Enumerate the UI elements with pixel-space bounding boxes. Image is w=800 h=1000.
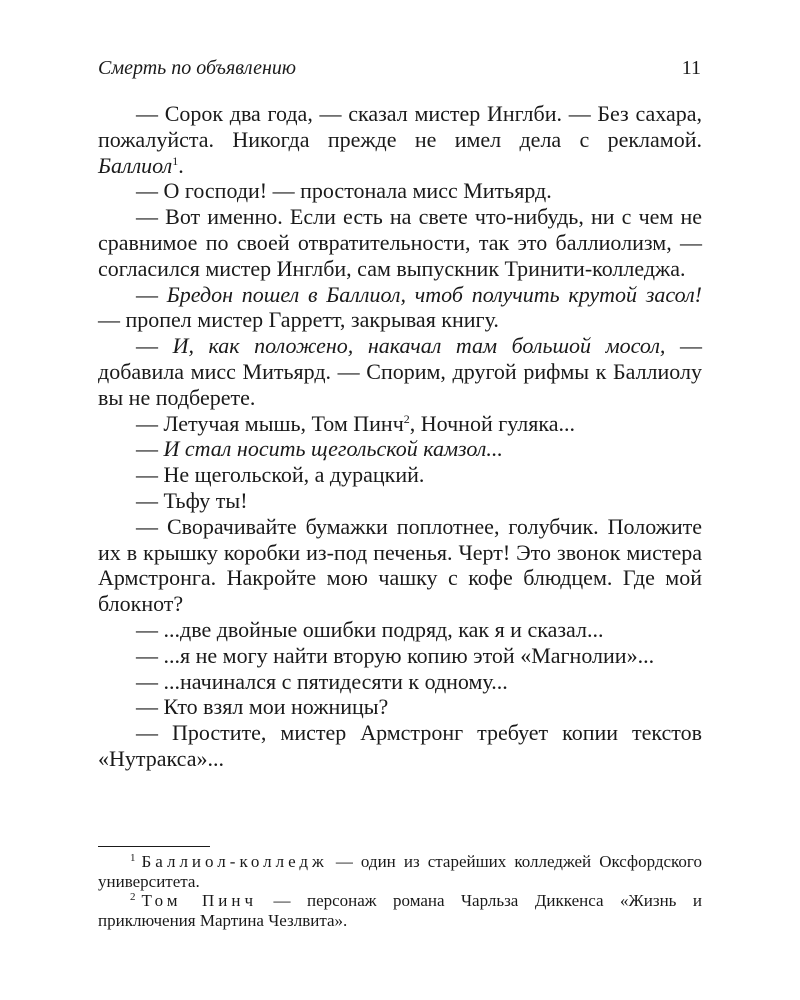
paragraph-1-italic: Баллиол	[98, 152, 173, 178]
footnote-ref-1: 1	[172, 153, 179, 168]
footnote-1-number: 1	[130, 852, 136, 864]
paragraph-6	[98, 411, 702, 437]
paragraph-4-italic: Бредон пошел в Баллиол, чтоб получить крутой засол!	[166, 281, 703, 307]
footnote-2-term: Том Пинч	[141, 891, 258, 910]
paragraph-4-text: — пропел мистер Гарретт, закрывая книгу.	[98, 307, 499, 333]
paragraph-5-text: — добавила мисс Митьярд. — Спорим, другой рифмы к Баллиолу вы не подберете.	[98, 333, 703, 410]
paragraph-1-text: — Сорок два года, — сказал мистер Инглби. — Без сахара, пожалуйста. Никогда прежде не имел дела с рекламой.	[98, 101, 702, 152]
paragraph-7	[98, 436, 702, 462]
paragraph-7-italic: И стал носить щегольской камзол...	[163, 436, 503, 462]
paragraph-7-dash: —	[136, 436, 164, 462]
paragraph-14: — Кто взял мои ножницы?	[136, 694, 389, 720]
paragraph-3: — Вот именно. Если есть на свете что-нибудь, ни с чем не сравнимое по своей отвратительности, так это баллиолизм, — согласился мистер Инглби, сам выпускник Тринити-колледжа.	[98, 204, 702, 281]
footnote-2-text: — персонаж романа Чарльза Диккенса «Жизнь и приключения Мартина Чезлвита».	[98, 891, 702, 930]
paragraph-6-end: , Ночной гуляка...	[409, 410, 575, 436]
paragraph-4	[98, 282, 702, 334]
footnote-1-term: Баллиол-колледж	[141, 852, 328, 871]
paragraph-2: — О господи! — простонала мисс Митьярд.	[136, 178, 552, 204]
paragraph-4-dash: —	[136, 281, 167, 307]
paragraph-1-end: .	[178, 152, 184, 178]
paragraph-1	[98, 101, 702, 178]
footnote-2	[98, 891, 702, 930]
paragraph-12: — ...я не могу найти вторую копию этой «Магнолии»...	[136, 642, 655, 668]
paragraph-5-dash: —	[136, 333, 173, 359]
footnotes	[98, 852, 702, 930]
paragraph-10: — Сворачивайте бумажки поплотнее, голубчик. Положите их в крышку коробки из-под печенья. Черт! Это звонок мистера Армстронга. Накройте мою чашку с кофе блюдцем. Где мой блокнот?	[98, 513, 702, 617]
running-title: Смерть по объявлению	[98, 57, 297, 79]
footnote-1-text: — один из старейших колледжей Оксфордского университета.	[98, 852, 702, 891]
footnote-ref-2: 2	[403, 411, 410, 426]
paragraph-9: — Тьфу ты!	[136, 487, 248, 513]
paragraph-6-text: — Летучая мышь, Том Пинч	[136, 410, 404, 436]
paragraph-15: — Простите, мистер Армстронг требует копии текстов «Нутракса»...	[98, 720, 702, 771]
paragraph-5	[98, 333, 702, 410]
paragraph-13: — ...начинался с пятидесяти к одному...	[136, 668, 508, 694]
footnote-2-number: 2	[130, 891, 136, 903]
paragraph-5-italic: И, как положено, накачал там большой мосол,	[172, 333, 666, 359]
footnote-separator	[98, 846, 210, 847]
footnote-1	[98, 852, 702, 891]
page-number: 11	[681, 57, 701, 79]
paragraph-8: — Не щегольской, а дурацкий.	[136, 462, 425, 488]
paragraph-11: — ...две двойные ошибки подряд, как я и сказал...	[136, 616, 604, 642]
main-text	[98, 101, 702, 772]
